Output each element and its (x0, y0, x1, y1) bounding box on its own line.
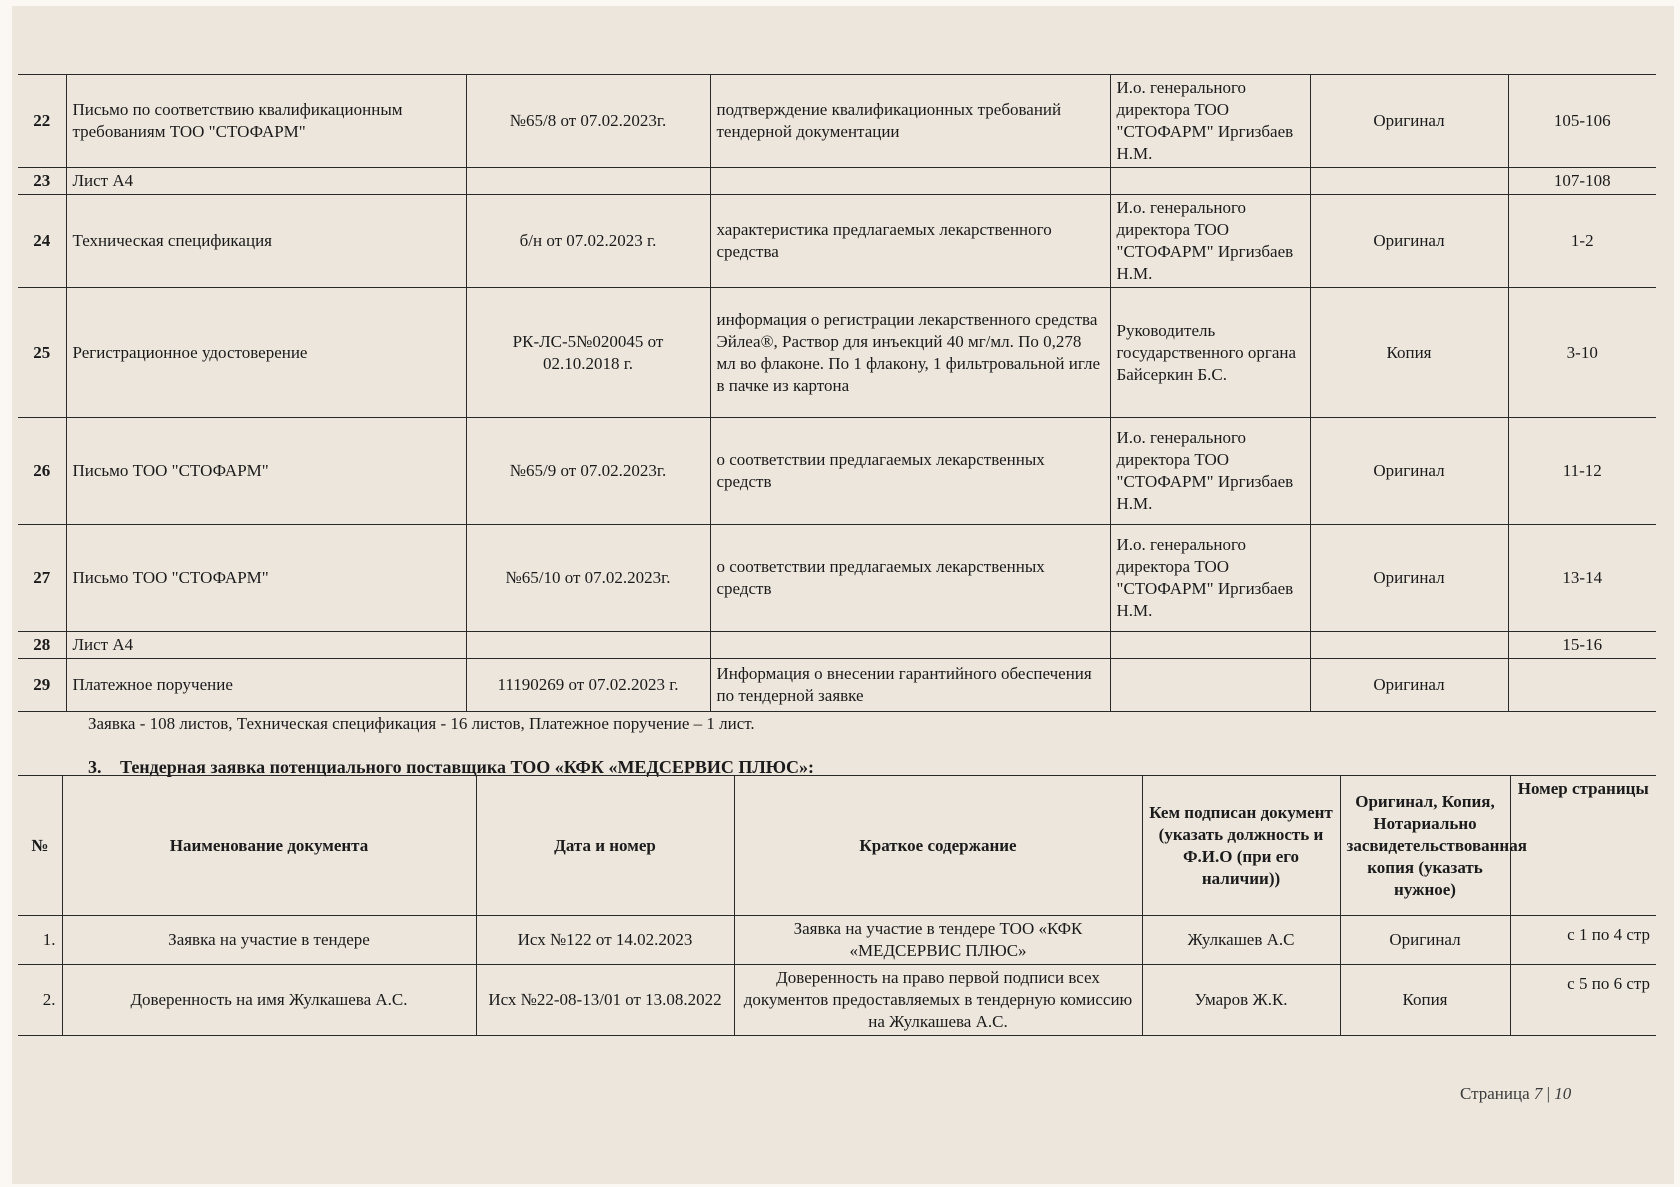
document-type: Копия (1340, 965, 1510, 1036)
document-summary: информация о регистрации лекарственного средства Эйлеа®, Раствор для инъекций 40 мг/мл. По 0,278 мл во флаконе. По 1 флакону, 1 фильтровальной игле в пачке из картона (710, 288, 1110, 418)
document-type: Оригинал (1340, 916, 1510, 965)
document-name: Регистрационное удостоверение (66, 288, 466, 418)
signed-by: Руководитель государственного органа Байсеркин Б.С. (1110, 288, 1310, 418)
table-row (18, 525, 1656, 632)
page-range: 1-2 (1508, 195, 1656, 288)
document-name: Заявка на участие в тендере (62, 916, 476, 965)
row-number: 26 (18, 418, 66, 525)
signed-by: Умаров Ж.К. (1142, 965, 1340, 1036)
signed-by (1110, 632, 1310, 659)
document-type: Оригинал (1310, 75, 1508, 168)
page-range (1508, 659, 1656, 712)
document-summary (710, 168, 1110, 195)
document-name: Доверенность на имя Жулкашева А.С. (62, 965, 476, 1036)
table-row (18, 418, 1656, 525)
document-date: Исх №122 от 14.02.2023 (476, 916, 734, 965)
footer-current-page: 7 (1533, 1084, 1543, 1103)
document-date: №65/9 от 07.02.2023г. (466, 418, 710, 525)
header-row (18, 776, 1656, 916)
document-date (466, 632, 710, 659)
document-name: Письмо по соответствию квалификационным требованиям ТОО "СТОФАРМ" (66, 75, 466, 168)
row-number: 22 (18, 75, 66, 168)
document-page (12, 6, 1674, 1184)
page-footer: Страница 7 | 10 (1460, 1084, 1572, 1103)
row-number: 1. (18, 916, 62, 965)
document-date: №65/10 от 07.02.2023г. (466, 525, 710, 632)
signed-by: И.о. генерального директора ТОО "СТОФАРМ" Иргизбаев Н.М. (1110, 195, 1310, 288)
row-number: 25 (18, 288, 66, 418)
signed-by: И.о. генерального директора ТОО "СТОФАРМ" Иргизбаев Н.М. (1110, 525, 1310, 632)
header-num: № (18, 776, 62, 916)
document-type: Оригинал (1310, 195, 1508, 288)
signed-by (1110, 659, 1310, 712)
document-type: Копия (1310, 288, 1508, 418)
document-type: Оригинал (1310, 418, 1508, 525)
table-row (18, 659, 1656, 712)
signed-by: Жулкашев А.С (1142, 916, 1340, 965)
document-summary: о соответствии предлагаемых лекарственных средств (710, 418, 1110, 525)
signed-by (1110, 168, 1310, 195)
page-range: 15-16 (1508, 632, 1656, 659)
row-number: 2. (18, 965, 62, 1036)
summary-note: Заявка - 108 листов, Техническая спецификация - 16 листов, Платежное поручение – 1 лист. (88, 714, 755, 733)
document-date: б/н от 07.02.2023 г. (466, 195, 710, 288)
table-row (18, 288, 1656, 418)
section-title: Тендерная заявка потенциального поставщика ТОО «КФК «МЕДСЕРВИС ПЛЮС»: (120, 757, 815, 777)
header-pages: Номер страницы (1510, 776, 1656, 916)
page-range: 107-108 (1508, 168, 1656, 195)
header-type: Оригинал, Копия, Нотариально засвидетельствованная копия (указать нужное) (1340, 776, 1510, 916)
document-summary: характеристика предлагаемых лекарственного средства (710, 195, 1110, 288)
header-name: Наименование документа (62, 776, 476, 916)
tender-application-table (18, 775, 1656, 1036)
row-number: 28 (18, 632, 66, 659)
page-range: 11-12 (1508, 418, 1656, 525)
table-row (18, 632, 1656, 659)
page-range: 3-10 (1508, 288, 1656, 418)
page-range: 105-106 (1508, 75, 1656, 168)
document-date: 11190269 от 07.02.2023 г. (466, 659, 710, 712)
signed-by: И.о. генерального директора ТОО "СТОФАРМ" Иргизбаев Н.М. (1110, 418, 1310, 525)
row-number: 29 (18, 659, 66, 712)
document-name: Лист А4 (66, 168, 466, 195)
document-date: РК-ЛС-5№020045 от 02.10.2018 г. (466, 288, 710, 418)
table-row (18, 75, 1656, 168)
document-type (1310, 168, 1508, 195)
header-summary: Краткое содержание (734, 776, 1142, 916)
table-row (18, 168, 1656, 195)
table-row (18, 916, 1656, 965)
document-type (1310, 632, 1508, 659)
page-range: 13-14 (1508, 525, 1656, 632)
row-number: 23 (18, 168, 66, 195)
footer-label: Страница (1460, 1084, 1530, 1103)
document-summary: подтверждение квалификационных требований тендерной документации (710, 75, 1110, 168)
signed-by: И.о. генерального директора ТОО "СТОФАРМ" Иргизбаев Н.М. (1110, 75, 1310, 168)
page-range: с 1 по 4 стр (1510, 916, 1656, 965)
section-number: 3. (88, 757, 102, 777)
page-range: с 5 по 6 стр (1510, 965, 1656, 1036)
document-date: №65/8 от 07.02.2023г. (466, 75, 710, 168)
document-summary: Информация о внесении гарантийного обеспечения по тендерной заявке (710, 659, 1110, 712)
table-row (18, 195, 1656, 288)
footer-total-pages: 10 (1554, 1084, 1572, 1103)
document-name: Платежное поручение (66, 659, 466, 712)
documents-table-continued (18, 74, 1656, 712)
document-name: Письмо ТОО "СТОФАРМ" (66, 418, 466, 525)
row-number: 27 (18, 525, 66, 632)
document-name: Лист А4 (66, 632, 466, 659)
table-row (18, 965, 1656, 1036)
document-type: Оригинал (1310, 525, 1508, 632)
document-name: Письмо ТОО "СТОФАРМ" (66, 525, 466, 632)
document-summary: Заявка на участие в тендере ТОО «КФК «МЕДСЕРВИС ПЛЮС» (734, 916, 1142, 965)
header-signed: Кем подписан документ (указать должность и Ф.И.О (при его наличии)) (1142, 776, 1340, 916)
header-date: Дата и номер (476, 776, 734, 916)
document-summary: о соответствии предлагаемых лекарственных средств (710, 525, 1110, 632)
document-summary (710, 632, 1110, 659)
document-date (466, 168, 710, 195)
row-number: 24 (18, 195, 66, 288)
document-type: Оригинал (1310, 659, 1508, 712)
document-summary: Доверенность на право первой подписи всех документов предоставляемых в тендерную комиссию на Жулкашева А.С. (734, 965, 1142, 1036)
document-date: Исх №22-08-13/01 от 13.08.2022 (476, 965, 734, 1036)
document-name: Техническая спецификация (66, 195, 466, 288)
